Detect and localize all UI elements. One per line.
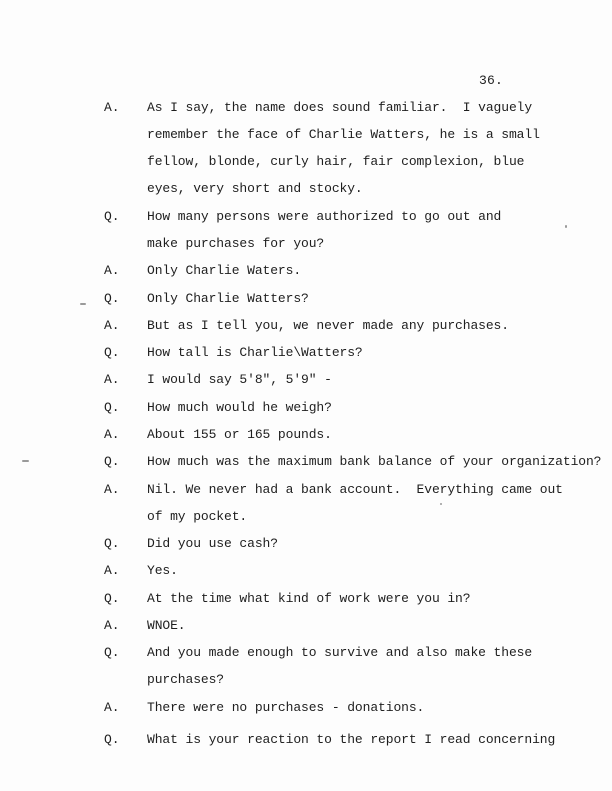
speaker-label: A. [104,263,120,278]
line-text: make purchases for you? [147,236,325,251]
line-text: Nil. We never had a bank account. Everything came out [147,482,563,497]
line-text: fellow, blonde, curly hair, fair complexion, blue [147,154,525,169]
transcript-line [0,481,612,499]
transcript-line [0,317,612,335]
speaker-label: A. [104,318,120,333]
scan-speck [565,225,567,228]
transcript-line [0,208,612,226]
line-text: WNOE. [147,618,186,633]
line-text: And you made enough to survive and also make these [147,645,533,660]
transcript-line [0,426,612,444]
line-text: At the time what kind of work were you in? [147,591,471,606]
page-number: 36. [479,73,504,88]
speaker-label: A. [104,482,120,497]
transcript-line [0,235,612,253]
line-text: of my pocket. [147,509,248,524]
speaker-label: A. [104,427,120,442]
speaker-label: Q. [104,645,120,660]
transcript-line [0,344,612,362]
scan-speck [80,303,86,305]
speaker-label: Q. [104,291,120,306]
scan-speck [440,503,442,505]
line-text: I would say 5'8", 5'9" - [147,372,332,387]
line-text: Only Charlie Watters? [147,291,309,306]
transcript-line [0,671,612,689]
speaker-label: A. [104,100,120,115]
transcript-line [0,590,612,608]
transcript-line [0,99,612,117]
line-text: About 155 or 165 pounds. [147,427,332,442]
transcript-line [0,153,612,171]
transcript-line [0,508,612,526]
line-text: How many persons were authorized to go out and [147,209,502,224]
line-text: But as I tell you, we never made any purchases. [147,318,509,333]
transcript-line [0,562,612,580]
line-text: How tall is Charlie\Watters? [147,345,363,360]
speaker-label: A. [104,618,120,633]
speaker-label: Q. [104,536,120,551]
scan-speck [22,460,29,462]
speaker-label: A. [104,372,120,387]
transcript-line [0,699,612,717]
speaker-label: A. [104,563,120,578]
transcript-line [0,453,612,471]
transcript-line [0,644,612,662]
line-text: eyes, very short and stocky. [147,181,363,196]
transcript-line [0,535,612,553]
line-text: How much would he weigh? [147,400,332,415]
transcript-line [0,617,612,635]
line-text: purchases? [147,672,225,687]
speaker-label: Q. [104,400,120,415]
line-text: What is your reaction to the report I read concerning [147,732,556,747]
speaker-label: Q. [104,209,120,224]
transcript-line [0,290,612,308]
line-text: There were no purchases - donations. [147,700,425,715]
speaker-label: Q. [104,732,120,747]
transcript-line [0,180,612,198]
line-text: remember the face of Charlie Watters, he is a small [147,127,540,142]
line-text: Did you use cash? [147,536,278,551]
transcript-line [0,262,612,280]
transcript-line [0,731,612,749]
line-text: How much was the maximum bank balance of your organization? [147,454,602,469]
speaker-label: A. [104,700,120,715]
transcript-line [0,371,612,389]
transcript-line [0,126,612,144]
transcript-line [0,399,612,417]
speaker-label: Q. [104,454,120,469]
line-text: As I say, the name does sound familiar. I vaguely [147,100,533,115]
speaker-label: Q. [104,591,120,606]
line-text: Only Charlie Waters. [147,263,302,278]
speaker-label: Q. [104,345,120,360]
line-text: Yes. [147,563,178,578]
